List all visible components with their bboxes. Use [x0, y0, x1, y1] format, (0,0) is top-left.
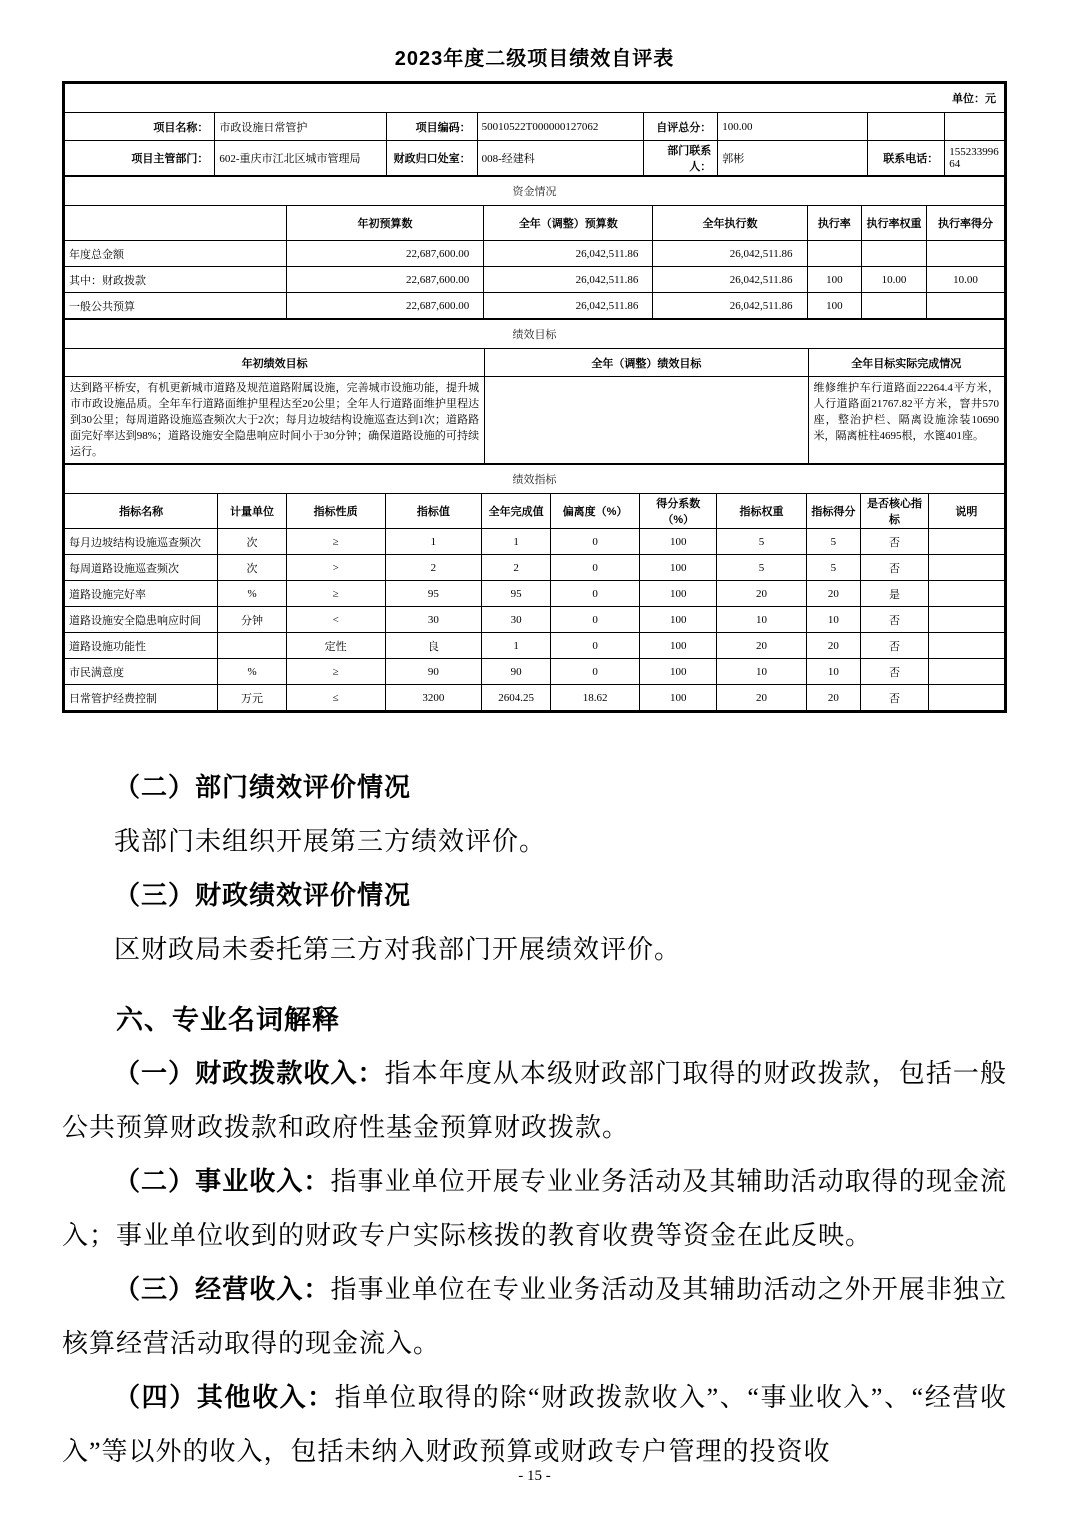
- cell: 100: [640, 659, 717, 685]
- cell: 20: [717, 633, 806, 659]
- cell: 10.00: [926, 267, 1004, 293]
- table-row: [65, 113, 1005, 141]
- cell: 2: [482, 555, 551, 581]
- contact-label: 部门联系人：: [644, 141, 718, 176]
- funding-table: [64, 176, 1005, 319]
- cell: 5: [717, 555, 806, 581]
- table-row: [65, 633, 1005, 659]
- cell: [928, 555, 1004, 581]
- cell: [945, 113, 1005, 141]
- cell: 5: [717, 529, 806, 555]
- cell: >: [286, 555, 385, 581]
- cell: 22,687,600.00: [286, 267, 483, 293]
- term-text: 指单位取得的除“财政拨款收入”、“事业收入”、“经营收入”等以外的收入，包括未纳入财政预算或财政专户管理的投资收: [62, 1383, 1007, 1466]
- row-label: 年度总金额: [65, 241, 287, 267]
- cell: 否: [861, 607, 929, 633]
- column-header: 全年（调整）预算数: [484, 206, 653, 241]
- cell: 否: [861, 555, 929, 581]
- cell: [928, 659, 1004, 685]
- cell: 20: [806, 685, 861, 711]
- cell: 1: [385, 529, 482, 555]
- term-text: 指事业单位开展专业业务活动及其辅助活动取得的现金流入；事业单位收到的财政专户实际核拨的教育收费等资金在此反映。: [62, 1167, 1007, 1250]
- dept-eval-heading: （二）部门绩效评价情况: [114, 773, 412, 802]
- cell: 2604.25: [482, 685, 551, 711]
- cell: 100: [640, 581, 717, 607]
- cell: 26,042,511.86: [653, 267, 807, 293]
- glossary-term: [62, 1263, 1007, 1371]
- row-label: 一般公共预算: [65, 293, 287, 319]
- column-header: 说明: [928, 494, 1004, 529]
- project-code-value: 50010522T000000127062: [477, 113, 643, 141]
- project-name-label: 项目名称：: [65, 113, 215, 141]
- indicators-section-title: 绩效指标: [65, 465, 1005, 494]
- project-info-table: [64, 83, 1005, 176]
- section-title-row: [65, 320, 1005, 349]
- cell: 10: [717, 659, 806, 685]
- cell: 10: [806, 659, 861, 685]
- column-header: 年初绩效目标: [65, 349, 485, 377]
- glossary-term: [62, 1371, 1007, 1479]
- cell: 20: [717, 685, 806, 711]
- cell: 26,042,511.86: [484, 267, 653, 293]
- cell: 否: [861, 659, 929, 685]
- table-header-row: [65, 206, 1005, 241]
- table-row: [65, 607, 1005, 633]
- funding-section-title: 资金情况: [65, 177, 1005, 206]
- column-header: 指标权重: [717, 494, 806, 529]
- cell: 0: [550, 529, 639, 555]
- indicator-name: 每周道路设施巡查频次: [65, 555, 218, 581]
- term-label: （一）财政拨款收入：: [114, 1059, 385, 1088]
- cell: 30: [385, 607, 482, 633]
- cell: %: [218, 581, 287, 607]
- cell: 26,042,511.86: [653, 293, 807, 319]
- cell: 26,042,511.86: [484, 241, 653, 267]
- cell: 100: [640, 633, 717, 659]
- cell: 95: [482, 581, 551, 607]
- column-header: 全年执行数: [653, 206, 807, 241]
- glossary-term: [62, 1047, 1007, 1155]
- indicator-name: 道路设施完好率: [65, 581, 218, 607]
- cell: 100: [807, 267, 862, 293]
- cell: 22,687,600.00: [286, 293, 483, 319]
- cell: [928, 529, 1004, 555]
- adjusted-goals-text: [485, 377, 808, 464]
- table-row: [65, 267, 1005, 293]
- cell: 26,042,511.86: [484, 293, 653, 319]
- cell: 10: [806, 607, 861, 633]
- table-row: [65, 529, 1005, 555]
- column-header: 计量单位: [218, 494, 287, 529]
- fiscal-eval-paragraph: 区财政局未委托第三方对我部门开展绩效评价。: [114, 935, 682, 964]
- table-row: [65, 241, 1005, 267]
- cell: 26,042,511.86: [653, 241, 807, 267]
- cell: 次: [218, 555, 287, 581]
- cell: 5: [806, 555, 861, 581]
- cell: 18.62: [550, 685, 639, 711]
- cell: ≤: [286, 685, 385, 711]
- cell: 是: [861, 581, 929, 607]
- column-header: 得分系数（%）: [640, 494, 717, 529]
- term-label: （四）其他收入：: [114, 1383, 335, 1412]
- unit-note: 单位：元: [65, 84, 1005, 113]
- cell: 10.00: [862, 267, 927, 293]
- column-header: 指标名称: [65, 494, 218, 529]
- column-header: 是否核心指标: [861, 494, 929, 529]
- cell: 0: [550, 659, 639, 685]
- dept-label: 项目主管部门：: [65, 141, 215, 176]
- fiscal-office-label: 财政归口处室：: [387, 141, 477, 176]
- table-row: [65, 555, 1005, 581]
- indicator-name: 道路设施安全隐患响应时间: [65, 607, 218, 633]
- dept-value: 602-重庆市江北区城市管理局: [215, 141, 387, 176]
- column-header: 指标值: [385, 494, 482, 529]
- cell: 次: [218, 529, 287, 555]
- cell: 20: [717, 581, 806, 607]
- cell: 20: [806, 633, 861, 659]
- cell: 100: [807, 293, 862, 319]
- cell: 否: [861, 633, 929, 659]
- section-title-row: [65, 465, 1005, 494]
- goals-section-title: 绩效目标: [65, 320, 1005, 349]
- cell: [218, 633, 287, 659]
- dept-eval-paragraph: 我部门未组织开展第三方绩效评价。: [114, 827, 547, 856]
- indicator-name: 日常管护经费控制: [65, 685, 218, 711]
- cell: 100: [640, 685, 717, 711]
- cell: ≥: [286, 529, 385, 555]
- cell: 1: [482, 633, 551, 659]
- cell: [926, 241, 1004, 267]
- column-header: [65, 206, 287, 241]
- cell: [867, 113, 945, 141]
- row-label: 其中：财政拨款: [65, 267, 287, 293]
- project-code-label: 项目编码：: [387, 113, 477, 141]
- cell: 10: [717, 607, 806, 633]
- fiscal-eval-heading: （三）财政绩效评价情况: [114, 881, 412, 910]
- self-evaluation-table: [62, 81, 1007, 713]
- cell: 1: [482, 529, 551, 555]
- table-row: [65, 377, 1005, 464]
- cell: 否: [861, 529, 929, 555]
- cell: [928, 607, 1004, 633]
- cell: <: [286, 607, 385, 633]
- cell: ≥: [286, 659, 385, 685]
- project-name-value: 市政设施日常管护: [215, 113, 387, 141]
- initial-goals-text: 达到路平桥安，有机更新城市道路及规范道路附属设施，完善城市设施功能，提升城市市政设施品质。全年车行道路面维护里程达至20公里；全年人行道路面维护里程达到30公里；每周道路设施巡查频次大于2次；每月边坡结构设施巡查达到1次；道路路面完好率达到98%；道路设施安全隐患响应时间小于30分钟；确保道路设施的可持续运行。: [65, 377, 485, 464]
- cell: [862, 241, 927, 267]
- cell: [807, 241, 862, 267]
- column-header: 年初预算数: [286, 206, 483, 241]
- phone-label: 联系电话：: [867, 141, 945, 176]
- cell: 100: [640, 529, 717, 555]
- term-text: 指事业单位在专业业务活动及其辅助活动之外开展非独立核算经营活动取得的现金流入。: [62, 1275, 1007, 1358]
- cell: 90: [482, 659, 551, 685]
- cell: 0: [550, 607, 639, 633]
- cell: [926, 293, 1004, 319]
- column-header: 指标性质: [286, 494, 385, 529]
- cell: 定性: [286, 633, 385, 659]
- section-title-row: [65, 177, 1005, 206]
- contact-value: 郭彬: [718, 141, 867, 176]
- cell: 万元: [218, 685, 287, 711]
- cell: 3200: [385, 685, 482, 711]
- indicator-name: 市民满意度: [65, 659, 218, 685]
- indicator-name: 每月边坡结构设施巡查频次: [65, 529, 218, 555]
- fiscal-office-value: 008-经建科: [477, 141, 643, 176]
- cell: 0: [550, 555, 639, 581]
- cell: 良: [385, 633, 482, 659]
- cell: 30: [482, 607, 551, 633]
- cell: [928, 633, 1004, 659]
- cell: %: [218, 659, 287, 685]
- unit-row: [65, 84, 1005, 113]
- cell: 分钟: [218, 607, 287, 633]
- column-header: 执行率: [807, 206, 862, 241]
- table-header-row: [65, 494, 1005, 529]
- table-row: [65, 581, 1005, 607]
- indicators-table: [64, 464, 1005, 711]
- column-header: 全年完成值: [482, 494, 551, 529]
- body-text: [62, 761, 1007, 1479]
- cell: 90: [385, 659, 482, 685]
- cell: ≥: [286, 581, 385, 607]
- table-row: [65, 141, 1005, 176]
- term-label: （二）事业收入：: [114, 1167, 331, 1196]
- document-title: 2023年度二级项目绩效自评表: [394, 48, 675, 70]
- cell: [928, 685, 1004, 711]
- cell: 95: [385, 581, 482, 607]
- self-score-label: 自评总分：: [644, 113, 718, 141]
- column-header: 执行率得分: [926, 206, 1004, 241]
- cell: 5: [806, 529, 861, 555]
- table-header-row: [65, 349, 1005, 377]
- term-label: （三）经营收入：: [114, 1275, 331, 1304]
- table-row: [65, 685, 1005, 711]
- glossary-term: [62, 1155, 1007, 1263]
- phone-value: 15523399664: [945, 141, 1005, 176]
- cell: 100: [640, 555, 717, 581]
- page-number: - 15 -: [518, 1468, 551, 1484]
- column-header: 执行率权重: [862, 206, 927, 241]
- cell: 20: [806, 581, 861, 607]
- glossary-heading: 六、专业名词解释: [116, 1005, 340, 1035]
- cell: 22,687,600.00: [286, 241, 483, 267]
- self-score-value: 100.00: [718, 113, 867, 141]
- column-header: 全年目标实际完成情况: [808, 349, 1004, 377]
- term-text: 指本年度从本级财政部门取得的财政拨款，包括一般公共预算财政拨款和政府性基金预算财政拨款。: [62, 1059, 1007, 1142]
- table-row: [65, 293, 1005, 319]
- column-header: 偏离度（%）: [550, 494, 639, 529]
- cell: 100: [640, 607, 717, 633]
- cell: 0: [550, 581, 639, 607]
- column-header: 全年（调整）绩效目标: [485, 349, 808, 377]
- cell: [928, 581, 1004, 607]
- completion-text: 维修维护车行道路面22264.4平方米，人行道路面21767.82平方米，窨井570座，整治护栏、隔离设施涂装10690米，隔离桩柱4695根，水篦401座。: [808, 377, 1004, 464]
- cell: 0: [550, 633, 639, 659]
- table-row: [65, 659, 1005, 685]
- indicator-name: 道路设施功能性: [65, 633, 218, 659]
- column-header: 指标得分: [806, 494, 861, 529]
- cell: [862, 293, 927, 319]
- goals-table: [64, 319, 1005, 464]
- cell: 否: [861, 685, 929, 711]
- cell: 2: [385, 555, 482, 581]
